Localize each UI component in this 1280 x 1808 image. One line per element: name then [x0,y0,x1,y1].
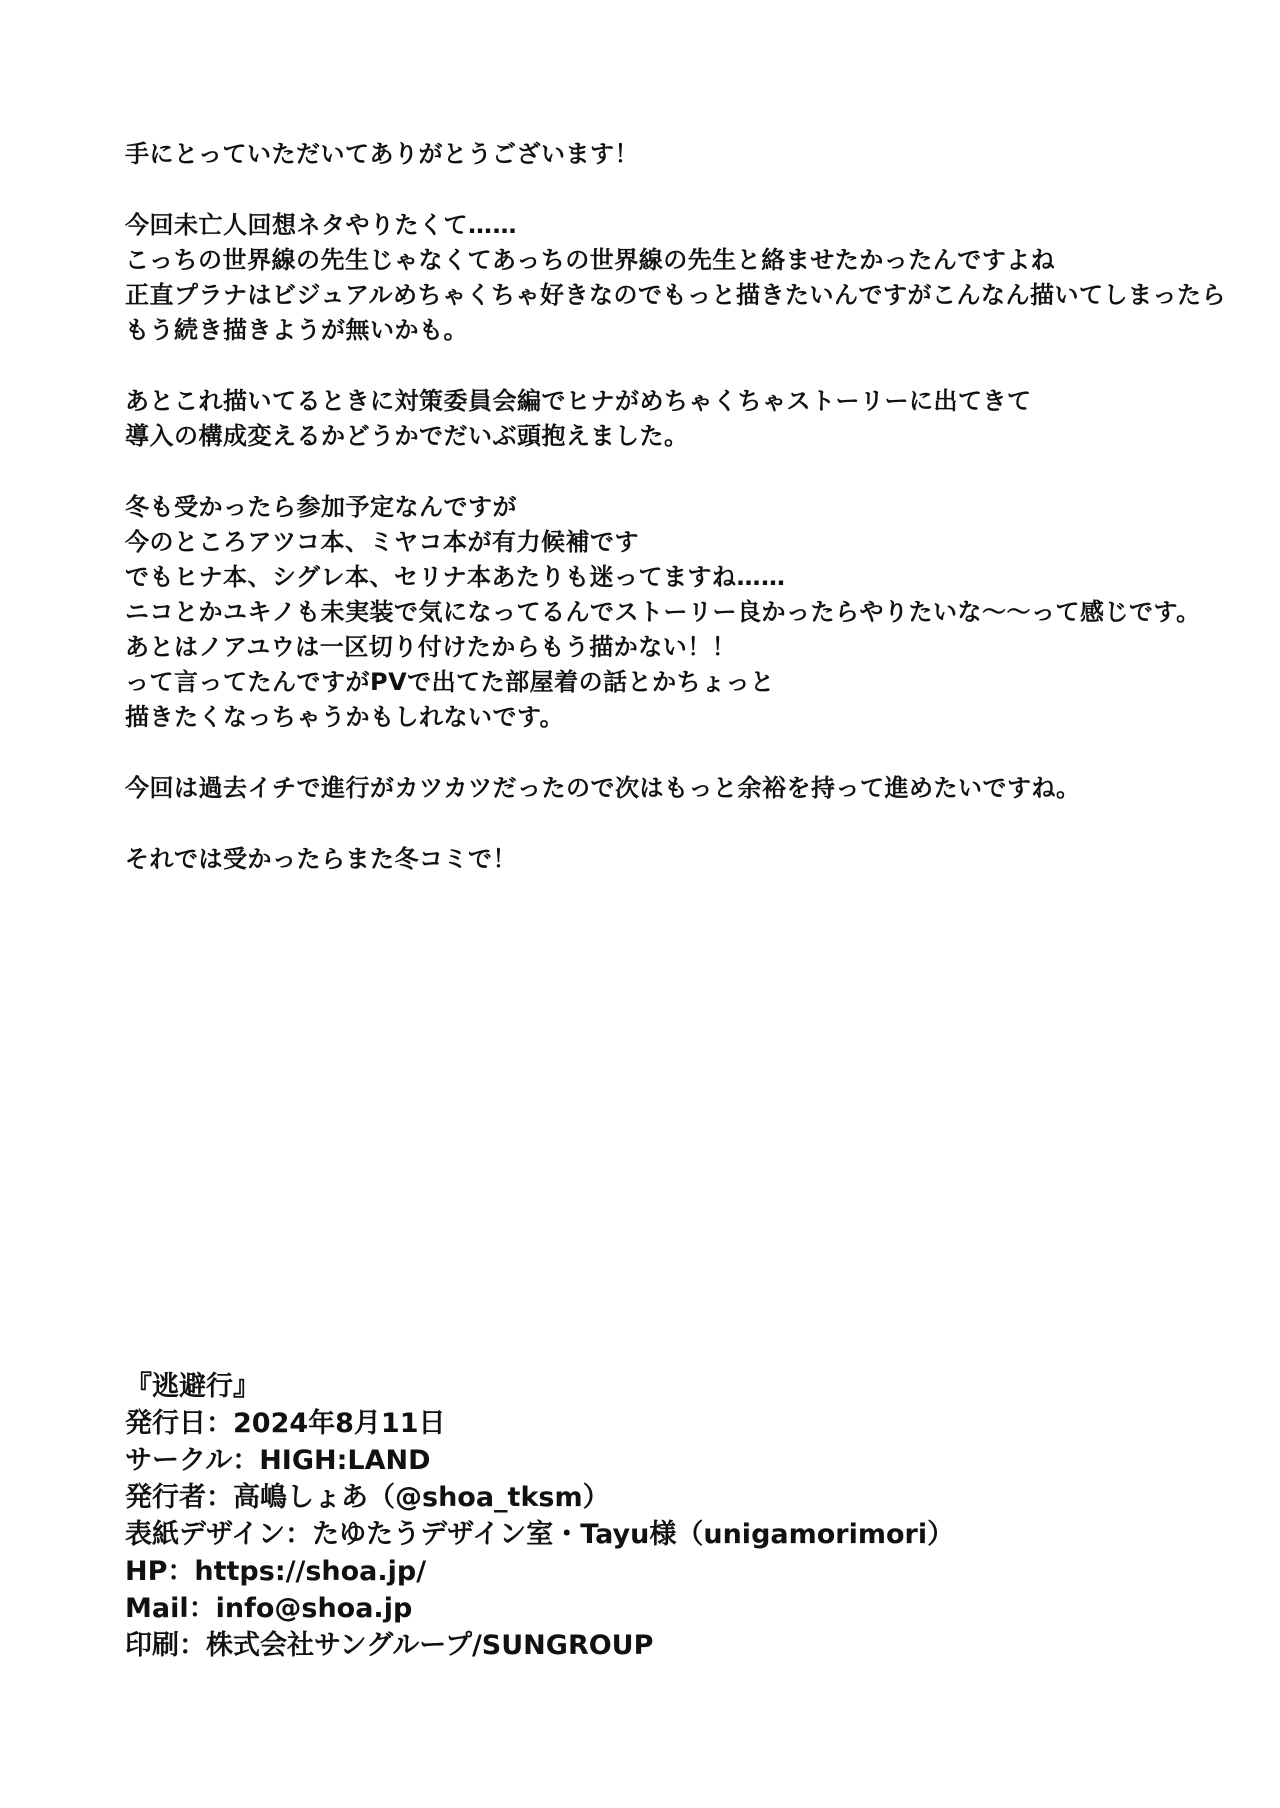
circle-name: サークル：HIGH:LAND [125,1445,431,1476]
afterword-line: あとはノアユウは一区切り付けたからもう描かない！！ [125,633,737,661]
afterword-paragraph [125,137,1165,172]
publish-date: 発行日：2024年8月11日 [125,1408,446,1439]
afterword-paragraph [125,842,1165,877]
homepage: HP：https://shoa.jp/ [125,1556,427,1587]
afterword-line: 冬も受かったら参加予定なんですが [125,493,517,521]
afterword-line: 正直プラナはビジュアルめちゃくちゃ好きなのでもっと描きたいんですがこんなん描いてしまったら [125,281,1227,309]
book-title: 『逃避行』 [125,1371,260,1402]
afterword-line: あとこれ描いてるときに対策委員会編でヒナがめちゃくちゃストーリーに出てきて [125,387,1032,415]
afterword-line: 導入の構成変えるかどうかでだいぶ頭抱えました。 [125,422,689,450]
afterword-paragraph [125,208,1227,348]
afterword [125,137,1227,913]
afterword-line: それでは受かったらまた冬コミで！ [125,845,517,873]
afterword-paragraph [125,384,1165,454]
afterword-paragraph [125,771,1165,806]
afterword-line: 描きたくなっちゃうかもしれないです。 [125,703,565,731]
afterword-line: って言ってたんですがPVで出てた部屋着の話とかちょっと [125,668,775,696]
afterword-line: でもヒナ本、シグレ本、セリナ本あたりも迷ってますね…… [125,563,786,591]
afterword-line: 今回は過去イチで進行がカツカツだったので次はもっと余裕を持って進めたいですね。 [125,774,1081,802]
afterword-paragraph [125,490,1201,735]
afterword-line: 今回未亡人回想ネタやりたくて…… [125,211,517,239]
cover-design: 表紙デザイン：たゆたうデザイン室・Tayu様（unigamorimori） [125,1519,955,1550]
publisher: 発行者：高嶋しょあ（@shoa_tksm） [125,1482,610,1513]
afterword-line: こっちの世界線の先生じゃなくてあっちの世界線の先生と絡ませたかったんですよね [125,246,1056,274]
printer: 印刷：株式会社サングループ/SUNGROUP [125,1630,654,1661]
mail: Mail：info@shoa.jp [125,1593,413,1624]
afterword-line: 手にとっていただいてありがとうございます！ [125,140,640,168]
colophon [125,1368,1165,1664]
afterword-line: 今のところアツコ本、ミヤコ本が有力候補です [125,528,640,556]
afterword-line: ニコとかユキノも未実装で気になってるんでストーリー良かったらやりたいな〜〜って感じです。 [125,598,1201,626]
afterword-line: もう続き描きようが無いかも。 [125,316,468,344]
